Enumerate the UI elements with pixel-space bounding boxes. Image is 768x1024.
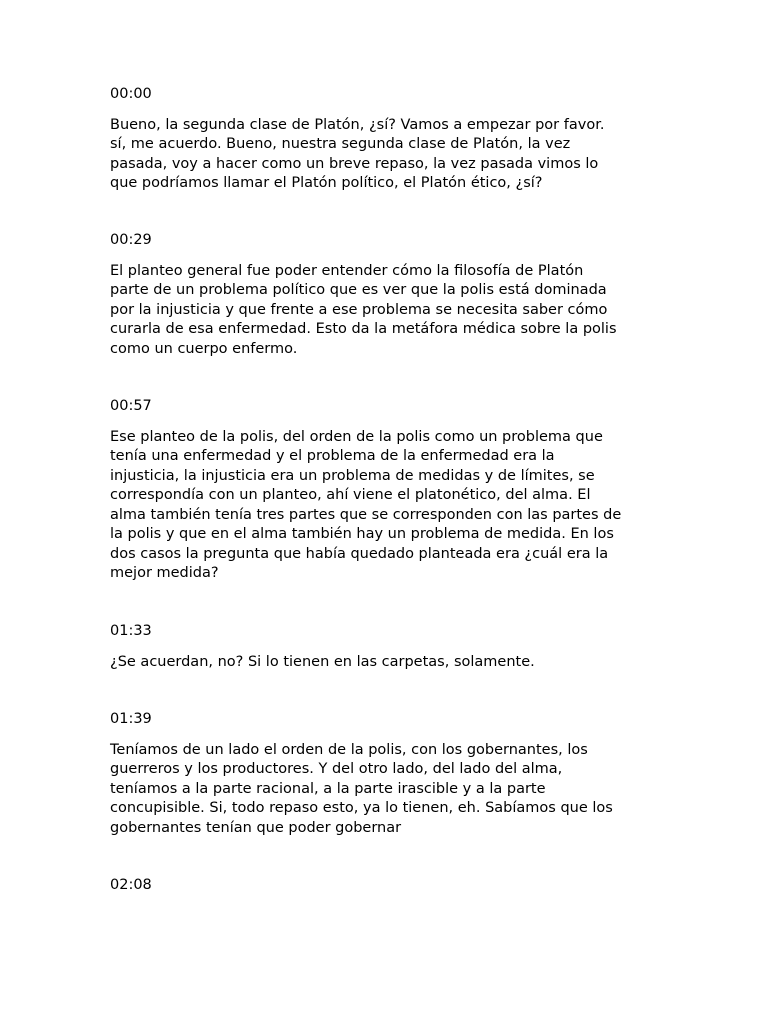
timestamp: 00:00: [110, 86, 152, 102]
transcript-segment: [110, 876, 670, 896]
transcript-segment: [110, 710, 670, 838]
transcript-segment: [110, 231, 670, 359]
transcript-text: Bueno, la segunda clase de Platón, ¿sí? Vamos a empezar por favor. sí, me acuerdo. Bueno, nuestra segunda clase de Platón, la vez pasada, voy a hacer como un breve repaso, la vez pasada vimos lo que podríamos llamar el Platón político, el Platón ético, ¿sí?: [110, 116, 605, 191]
timestamp: 01:33: [110, 623, 152, 639]
transcript-text: ¿Se acuerdan, no? Si lo tienen en las carpetas, solamente.: [110, 653, 535, 670]
timestamp: 00:57: [110, 398, 152, 414]
timestamp: 02:08: [110, 877, 152, 893]
timestamp: 01:39: [110, 711, 152, 727]
timestamp: 00:29: [110, 232, 152, 248]
transcript-text: Teníamos de un lado el orden de la polis, con los gobernantes, los guerreros y los productores. Y del otro lado, del lado del alma, teníamos a la parte racional, a la parte irascible y a la parte concupisible. Si, todo repaso esto, ya lo tienen, eh. Sabíamos que los gobernantes tenían que poder gobernar: [110, 741, 613, 836]
transcript-segment: [110, 397, 670, 584]
transcript-segment: [110, 85, 670, 194]
transcript-text: Ese planteo de la polis, del orden de la polis como un problema que tenía una enfermedad y el problema de la enfermedad era la injusticia, la injusticia era un problema de medidas y de límites, se correspondía con un planteo, ahí viene el platonético, del alma. El alma también tenía tres partes que se corresponden con las partes de la polis y que en el alma también hay un problema de medida. En los dos casos la pregunta que había quedado planteada era ¿cuál era la mejor medida?: [110, 428, 622, 581]
transcript-segment: [110, 622, 670, 672]
transcript-text: El planteo general fue poder entender cómo la filosofía de Platón parte de un problema político que es ver que la polis está dominada por la injusticia y que frente a ese problema se necesita saber cómo curarla de esa enfermedad. Esto da la metáfora médica sobre la polis como un cuerpo enfermo.: [110, 262, 617, 357]
